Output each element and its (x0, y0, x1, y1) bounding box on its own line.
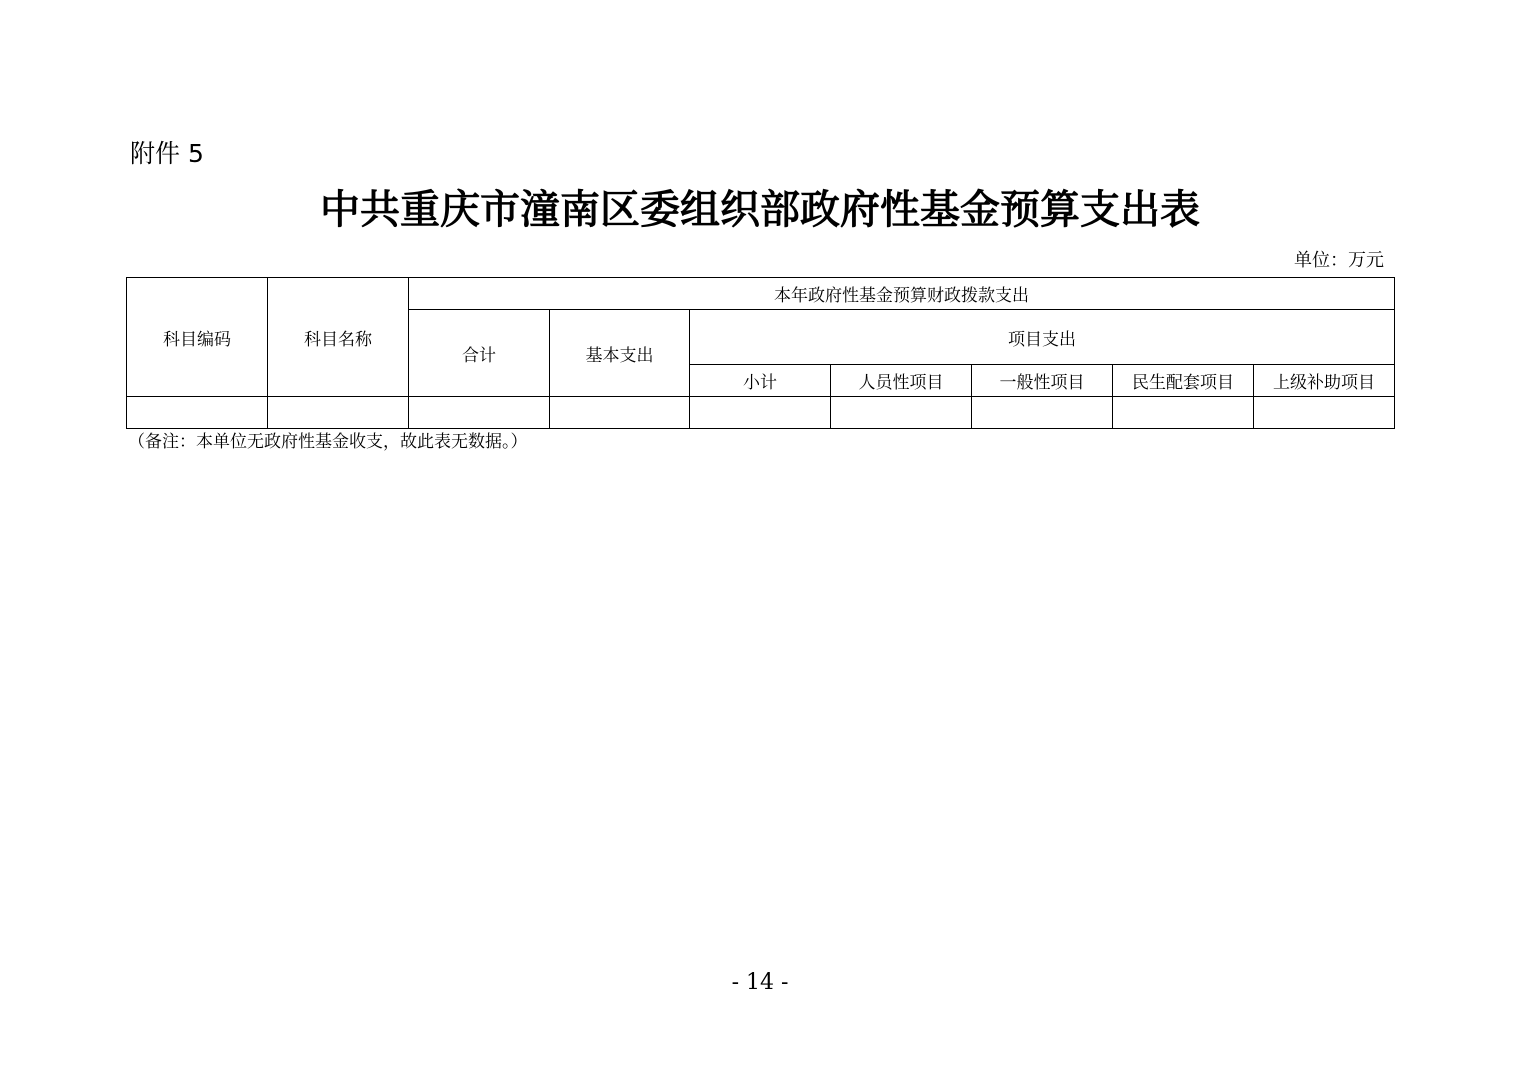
header-subject-name: 科目名称 (268, 278, 409, 397)
budget-table (126, 277, 1395, 429)
page-number: - 14 - (731, 970, 789, 995)
table-note: （备注：本单位无政府性基金收支，故此表无数据。） (128, 432, 528, 452)
table-row (127, 397, 1395, 429)
table-cell (831, 397, 972, 429)
attachment-label: 附件 5 (130, 139, 204, 168)
header-total: 合计 (409, 310, 550, 397)
table-cell (268, 397, 409, 429)
table-cell (550, 397, 690, 429)
header-superior: 上级补助项目 (1254, 365, 1395, 397)
header-basic: 基本支出 (550, 310, 690, 397)
table-cell (1113, 397, 1254, 429)
header-general: 一般性项目 (972, 365, 1113, 397)
header-group-main: 本年政府性基金预算财政拨款支出 (409, 278, 1395, 310)
table-cell (127, 397, 268, 429)
unit-label: 单位：万元 (1294, 250, 1384, 271)
page-title: 中共重庆市潼南区委组织部政府性基金预算支出表 (320, 186, 1200, 233)
header-subject-code: 科目编码 (127, 278, 268, 397)
table-cell (1254, 397, 1395, 429)
header-subtotal: 小计 (690, 365, 831, 397)
table-header-row-1 (127, 278, 1395, 310)
header-group-project: 项目支出 (690, 310, 1395, 365)
header-personnel: 人员性项目 (831, 365, 972, 397)
table-cell (972, 397, 1113, 429)
table-cell (409, 397, 550, 429)
header-livelihood: 民生配套项目 (1113, 365, 1254, 397)
table-cell (690, 397, 831, 429)
